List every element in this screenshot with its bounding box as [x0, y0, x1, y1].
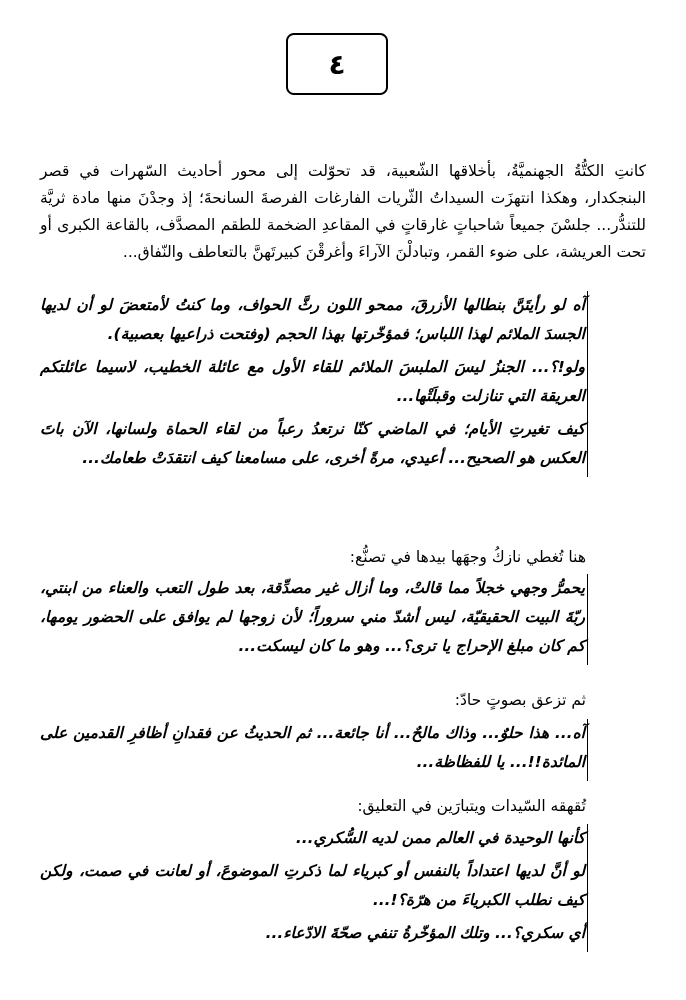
dialogue-line: آه لو رأيتَنَّ بنطالها الأزرقَ، ممحو اللون رثَّ الحواف، وما كنتُ لأمتعضَ لو أن لديها الجسدَ الملائم لهذا اللباس؛ فمؤخّرتها بهذا الحجم (وفتحت ذراعيها بعصبية).: [40, 296, 585, 343]
dialogue-line: أي سكري؟... وتلك المؤخّرةُ تنفي صحّةَ الادّعاء...: [265, 924, 585, 942]
dialogue-block-3: [40, 719, 588, 781]
dialogue-line: كأنها الوحيدة في العالم ممن لديه السُّكري...: [295, 829, 585, 847]
dialogue-line: لو أنَّ لديها اعتداداً بالنفس أو كبرياء لما ذكرتِ الموضوعَ، أو لعانت في صمت، ولكن كيف نطلب الكبرياءَ من هرّة؟!...: [40, 862, 585, 909]
narration-line-1: هنا تُغطي نازكُ وجهَها بيدها في تصنُّع:: [349, 548, 586, 566]
dialogue-block-1: [40, 291, 588, 477]
dialogue-block-2: [40, 574, 588, 665]
dialogue-line: يحمرُّ وجهي خجلاً مما قالتْ، وما أزال غير مصدِّقة، بعد طول التعب والعناء من ابنتي، ربّةَ البيت الحقيقيّة، ليس أشدّ مني سروراً؛ لأن زوجها لم يوافق على الحضور يومها، كم كان مبلغ الإحراج يا ترى؟... وهو ما كان ليسكت...: [40, 579, 585, 655]
dialogue-line: كيف تغيرتِ الأيام؛ في الماضي كنّا نرتعدُ رعباً من لقاء الحماة ولسانها، الآن باتَ العكس هو الصحيح... أعيدي، مرةً أخرى، على مسامعنا كيف انتقدَتْ طعامك...: [40, 420, 585, 467]
page-number-box: [286, 33, 388, 95]
narration-line-2: ثم تزعق بصوتٍ حادّ:: [454, 691, 586, 709]
dialogue-line: آه... هذا حلوٌ... وذاك مالحٌ... أنا جائعة... ثم الحديثُ عن فقدانِ أظافرِ القدمين على المائدة!!... يا للفظاظة...: [40, 724, 585, 771]
dialogue-block-4: [40, 824, 588, 952]
narration-line-3: تُقهقه السّيدات ويتبارَين في التعليق:: [357, 797, 586, 815]
page-number: ٤: [328, 47, 346, 81]
intro-paragraph: كانتِ الكتُّةُ الجهنميَّةُ، بأخلاقها الشّعبية، قد تحوّلت إلى محور أحاديث السّهرات في قصر البنجكدار، وهكذا انتهزَت السيداتُ الثّريات الفارغات الفرصةَ السانحةَ؛ إذ وجدْنَ منها مادة ثريَّة للتندُّر... جلسْنَ جميعاً شاحباتٍ غارقاتٍ في المقاعدِ الضخمة للطقم المصدَّف، بالقاعة الكبرى أو تحت العريشة، على ضوء القمر، وتبادلْنَ الآراءَ وأغرقْنَ كبيرتَهنَّ بالتعاطف والنّفاق...: [40, 162, 646, 261]
dialogue-line: ولو!؟... الجنزُ ليسَ الملبسَ الملائم للقاء الأول مع عائلة الخطيب، لاسيما عائلتكم العريقة التي تنازلت وقبلَتْها...: [40, 358, 585, 405]
